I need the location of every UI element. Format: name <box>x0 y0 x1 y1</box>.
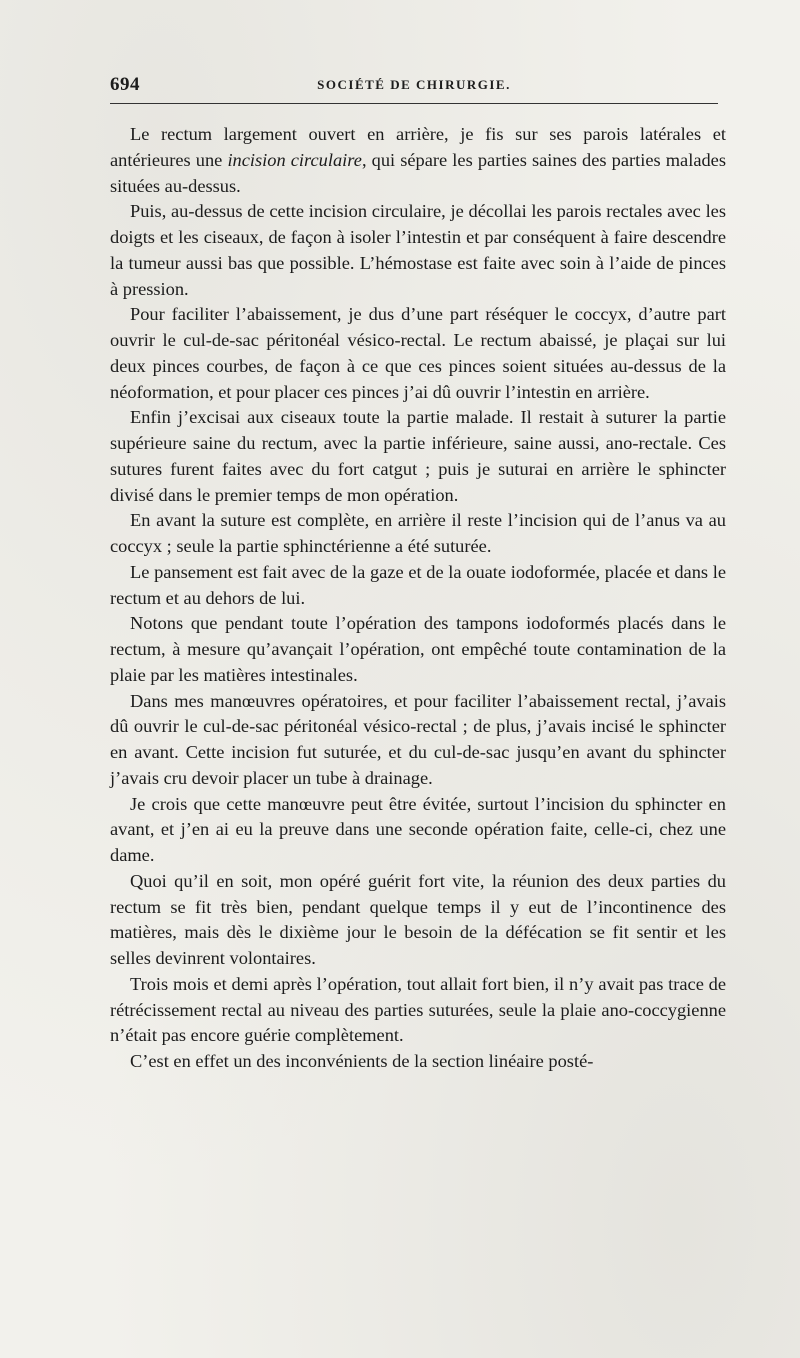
body-text <box>110 122 726 1075</box>
page-number: 694 <box>110 74 140 95</box>
paragraph-12: C’est en effet un des inconvénients de la section linéaire posté- <box>130 1051 594 1071</box>
paragraph-3: Pour faciliter l’abaissement, je dus d’une part réséquer le coccyx, d’autre part ouvrir le cul-de-sac péritonéal vésico-rectal. Le rectum abaissé, je plaçai sur lui deux pinces courbes, de façon à ce que ces pinces soient situées au-dessus de la néoformation, et pour placer ces pinces j’ai dû ouvrir l’intestin en arrière. <box>110 304 726 402</box>
paragraph-8: Dans mes manœuvres opératoires, et pour faciliter l’abaissement rectal, j’avais dû ouvrir le cul-de-sac péritonéal vésico-rectal ; de plus, j’avais incisé le sphincter en avant. Cette incision fut suturée, et du cul-de-sac jusqu’en avant du sphincter j’avais cru devoir placer un tube à drainage. <box>110 690 726 788</box>
paragraph-1 <box>110 122 726 199</box>
paragraph-1-before: Le rectum largement ouvert en arrière, je fis sur ses parois latérales et antérieures une <box>110 124 726 170</box>
paragraph-4: Enfin j’excisai aux ciseaux toute la partie malade. Il restait à suturer la partie supérieure saine du rectum, avec la partie inférieure, saine aussi, ano-rectale. Ces sutures furent faites avec du fort catgut ; puis je suturai en arrière le sphincter divisé dans le premier temps de mon opération. <box>110 407 726 505</box>
paragraph-1-italic: incision circulaire <box>227 149 362 170</box>
paragraph-9: Je crois que cette manœuvre peut être évitée, surtout l’incision du sphincter en avant, et j’en ai eu la preuve dans une seconde opération faite, celle-ci, chez une dame. <box>110 793 726 865</box>
paragraph-6: Le pansement est fait avec de la gaze et de la ouate iodoformée, placée et dans le rectum et au dehors de lui. <box>110 561 726 608</box>
paragraph-7: Notons que pendant toute l’opération des tampons iodoformés placés dans le rectum, à mesure qu’avançait l’opération, ont empêché toute contamination de la plaie par les matières intestinales. <box>110 613 726 685</box>
paragraph-5: En avant la suture est complète, en arrière il reste l’incision qui de l’anus va au coccyx ; seule la partie sphinctérienne a été suturée. <box>110 510 726 556</box>
paragraph-11: Trois mois et demi après l’opération, tout allait fort bien, il n’y avait pas trace de rétrécissement rectal au niveau des parties suturées, seule la plaie ano-coccygienne n’était pas encore guérie complètement. <box>110 973 726 1046</box>
running-title: SOCIÉTÉ DE CHIRURGIE. <box>317 77 511 92</box>
paragraph-2: Puis, au-dessus de cette incision circulaire, je décollai les parois rectales avec les doigts et les ciseaux, de façon à isoler l’intestin et par conséquent à faire descendre la tumeur aussi bas que possible. L’hémostase est faite avec soin à l’aide de pinces à pression. <box>110 201 726 299</box>
paragraph-10: Quoi qu’il en soit, mon opéré guérit fort vite, la réunion des deux parties du rectum se fit très bien, pendant quelque temps il y eut de l’incontinence des matières, mais dès le dixième jour le besoin de la défécation se fit sentir et les selles devinrent volontaires. <box>110 870 726 968</box>
page-header <box>110 74 718 98</box>
header-rule <box>110 103 718 104</box>
paragraph-1-after: , qui sépare les parties saines des parties malades situées au-dessus. <box>110 149 726 196</box>
